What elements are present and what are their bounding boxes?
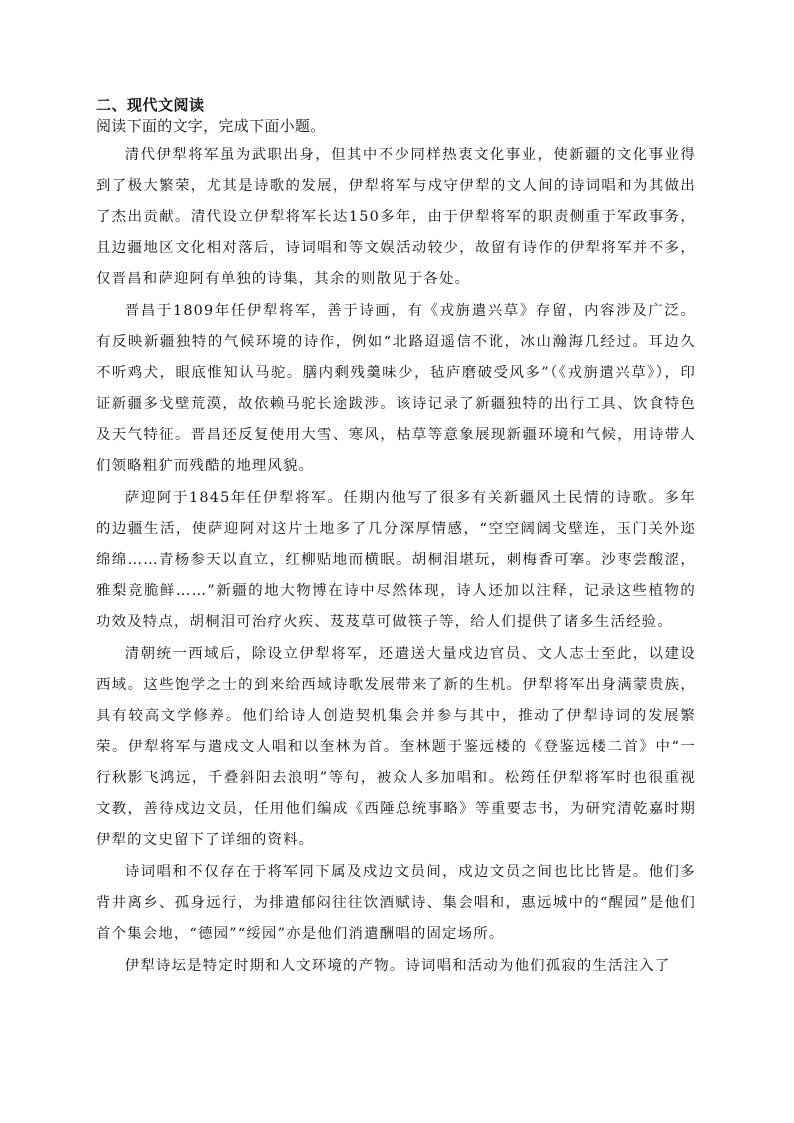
paragraph-3: 萨迎阿于1845年任伊犁将军。任期内他写了很多有关新疆风土民情的诗歌。多年的边疆生活，使萨迎阿对这片土地多了几分深厚情感，“空空阔阔戈壁连，玉门关外迩绵绵……青杨参天以直立，红柳贴地而横眠。胡桐泪堪玩，刺梅香可搴。沙枣尝酸涩，雅梨竞脆鲜……”新疆的地大物博在诗中尽然体现，诗人还加以注释，记录这些植物的功效及特点，胡桐泪可治疗火疾、芨芨草可做筷子等，给人们提供了诸多生活经验。: [96, 490, 696, 630]
document-page: [96, 96, 696, 982]
section-title: 二、现代文阅读: [96, 96, 205, 114]
paragraph-4: 清朝统一西域后，除设立伊犁将军，还遣送大量戍边官员、文人志士至此，以建设西域。这些饱学之士的到来给西域诗歌发展带来了新的生机。伊犁将军出身满蒙贵族，具有较高文学修养。他们给诗人创造契机集会并参与其中，推动了伊犁诗词的发展繁荣。伊犁将军与遣戍文人唱和以奎林为首。奎林题于鉴远楼的《登鉴远楼二首》中“一行秋影飞鸿远，千叠斜阳去浪明”等句，被众人多加唱和。松筠任伊犁将军时也很重视文教，善待戍边文员，任用他们编成《西陲总统事略》等重要志书，为研究清乾嘉时期伊犁的文史留下了详细的资料。: [96, 646, 696, 848]
paragraph-2: 晋昌于1809年任伊犁将军，善于诗画，有《戎旃遣兴草》存留，内容涉及广泛。有反映新疆独特的气候环境的诗作，例如“北路迢遥信不讹，冰山瀚海几经过。耳边久不听鸡犬，眼底惟知认马驼。膳内剩残羹味少，毡庐磨破受风多”（《戎旃遣兴草》），印证新疆多戈壁荒漠，故依赖马驼长途跋涉。该诗记录了新疆独特的出行工具、饮食特色及天气特征。晋昌还反复使用大雪、寒风，枯草等意象展现新疆环境和气候，用诗带人们领略粗犷而残酷的地理风貌。: [96, 303, 696, 474]
paragraph-6: 伊犁诗坛是特定时期和人文环境的产物。诗词唱和活动为他们孤寂的生活注入了: [124, 958, 671, 974]
paragraph-1: 清代伊犁将军虽为武职出身，但其中不少同样热衷文化事业，使新疆的文化事业得到了极大繁荣，尤其是诗歌的发展，伊犁将军与戍守伊犁的文人间的诗词唱和为其做出了杰出贡献。清代设立伊犁将军长达150多年，由于伊犁将军的职责侧重于军政事务，且边疆地区文化相对落后，诗词唱和等文娱活动较少，故留有诗作的伊犁将军并不多，仅晋昌和萨迎阿有单独的诗集，其余的则散见于各处。: [96, 147, 696, 287]
reading-instruction: 阅读下面的文字，完成下面小题。: [96, 117, 326, 135]
paragraph-5: 诗词唱和不仅存在于将军同下属及戍边文员间，戍边文员之间也比比皆是。他们多背井离乡、孤身远行，为排遣郁闷往往饮酒赋诗、集会唱和，惠远城中的“醒园”是他们首个集会地，“德园”“绥园”亦是他们消遣酬唱的固定场所。: [96, 864, 696, 942]
